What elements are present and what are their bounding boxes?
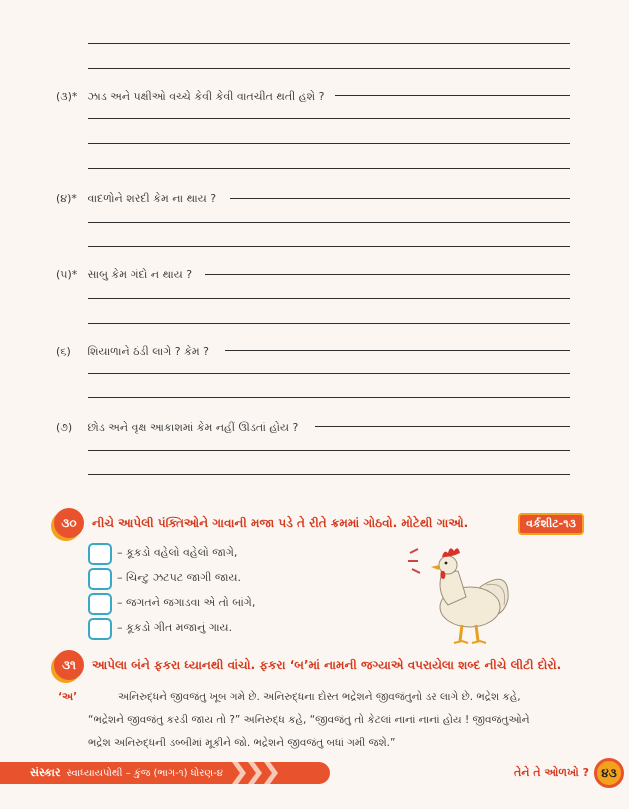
order-box[interactable]	[88, 618, 112, 640]
answer-line	[88, 373, 570, 374]
answer-line	[315, 426, 570, 427]
couplet-line: – કૂકડો વહેલો વહેલો જાગે,	[117, 546, 238, 559]
answer-line	[88, 246, 570, 247]
chevron-icon	[264, 762, 278, 784]
answer-line	[88, 68, 570, 69]
footer-banner	[0, 762, 330, 784]
order-box[interactable]	[88, 543, 112, 565]
question-3	[56, 90, 324, 104]
answer-line	[88, 143, 570, 144]
section-31-title: આપેલા બંને ફકરા ધ્યાનથી વાંચો. ફકરા ‘બ’માં નામની જગ્યાએ વપરાયેલા શબ્દ નીચે લીટી દોરો.	[92, 658, 562, 672]
order-box[interactable]	[88, 568, 112, 590]
paragraph-line: “ભદ્રેશને જીવજંતુ કરડી જાય તો ?” અનિરુદ્ધ કહે, “જીવજંતુ તો કેટલાં નાનાં નાનાં હોય ! જીવજંતુઓને	[88, 714, 530, 726]
answer-line	[88, 323, 570, 324]
section-30-badge: ૩૦	[54, 508, 84, 538]
question-number: (૬)	[56, 345, 71, 358]
paragraph-label: ‘અ’	[58, 691, 78, 703]
answer-line	[88, 43, 570, 44]
footer-brand: સંસ્કાર	[30, 766, 61, 779]
answer-line	[88, 474, 570, 475]
question-number: (૩)*	[56, 90, 78, 103]
rooster-illustration	[400, 535, 520, 647]
question-text: છોડ અને વૃક્ષ આકાશમાં કેમ નહીં ઊડતાં હોય ?	[87, 421, 299, 434]
question-7	[56, 421, 298, 435]
paragraph-line: અનિરુદ્ધને જીવજંતુ ખૂબ ગમે છે. અનિરુદ્ધના દોસ્ત ભદ્રેશને જીવજંતુનો ડર લાગે છે. ભદ્રેશ કહે,	[118, 691, 521, 703]
chevron-icon	[232, 762, 246, 784]
question-text: ઝાડ અને પક્ષીઓ વચ્ચે કેવી કેવી વાતચીત થતી હશે ?	[87, 90, 325, 103]
couplet-line: – કૂકડો ગીત મજાનું ગાય.	[117, 621, 233, 634]
chevron-icon	[248, 762, 262, 784]
answer-line	[205, 274, 570, 275]
order-box[interactable]	[88, 593, 112, 615]
answer-line	[88, 222, 570, 223]
question-text: સાબુ કેમ ગંદો ન થાય ?	[87, 268, 193, 281]
answer-line	[88, 450, 570, 451]
footer-tagline: તેને તે ઓળખો ?	[513, 766, 589, 779]
paragraph-line: ભદ્રેશ અનિરુદ્ધની ડબ્બીમાં મૂકીને જો. ભદ્રેશને જીવજંતુ બધાં ગમી જશે.”	[88, 737, 396, 749]
question-number: (૭)	[56, 421, 73, 434]
answer-line	[88, 397, 570, 398]
answer-line	[88, 168, 570, 169]
question-5	[56, 268, 192, 282]
section-30-title: નીચે આપેલી પંક્તિઓને ગાવાની મજા પડે તે રીતે ક્રમમાં ગોઠવો. મોટેથી ગાઓ.	[92, 516, 469, 530]
answer-line	[230, 198, 570, 199]
worksheet-badge: વર્કશીટ-૧૩	[518, 513, 584, 535]
question-text: શિયાળાને ઠંડી લાગે ? કેમ ?	[87, 345, 209, 358]
section-31-badge: ૩૧	[54, 650, 84, 680]
answer-line	[225, 350, 570, 351]
question-text: વાદળોને શરદી કેમ ના થાય ?	[87, 192, 217, 205]
answer-line	[88, 118, 570, 119]
couplet-line: – ચિન્ટુ ઝટપટ જાગી જાય.	[117, 571, 241, 584]
answer-line	[88, 298, 570, 299]
page-footer	[0, 762, 629, 788]
footer-title: સ્વાધ્યાયપોથી – કુંજ (ભાગ-૧) ધોરણ-૪	[66, 767, 223, 779]
couplet-line: – જગતને જગાડવા એ તો બાંગે,	[117, 596, 256, 609]
question-number: (૪)*	[56, 192, 77, 205]
question-4	[56, 192, 216, 206]
question-number: (૫)*	[56, 268, 78, 281]
question-6	[56, 345, 209, 359]
page-number: ૪૩	[594, 758, 624, 788]
answer-line	[335, 95, 570, 96]
